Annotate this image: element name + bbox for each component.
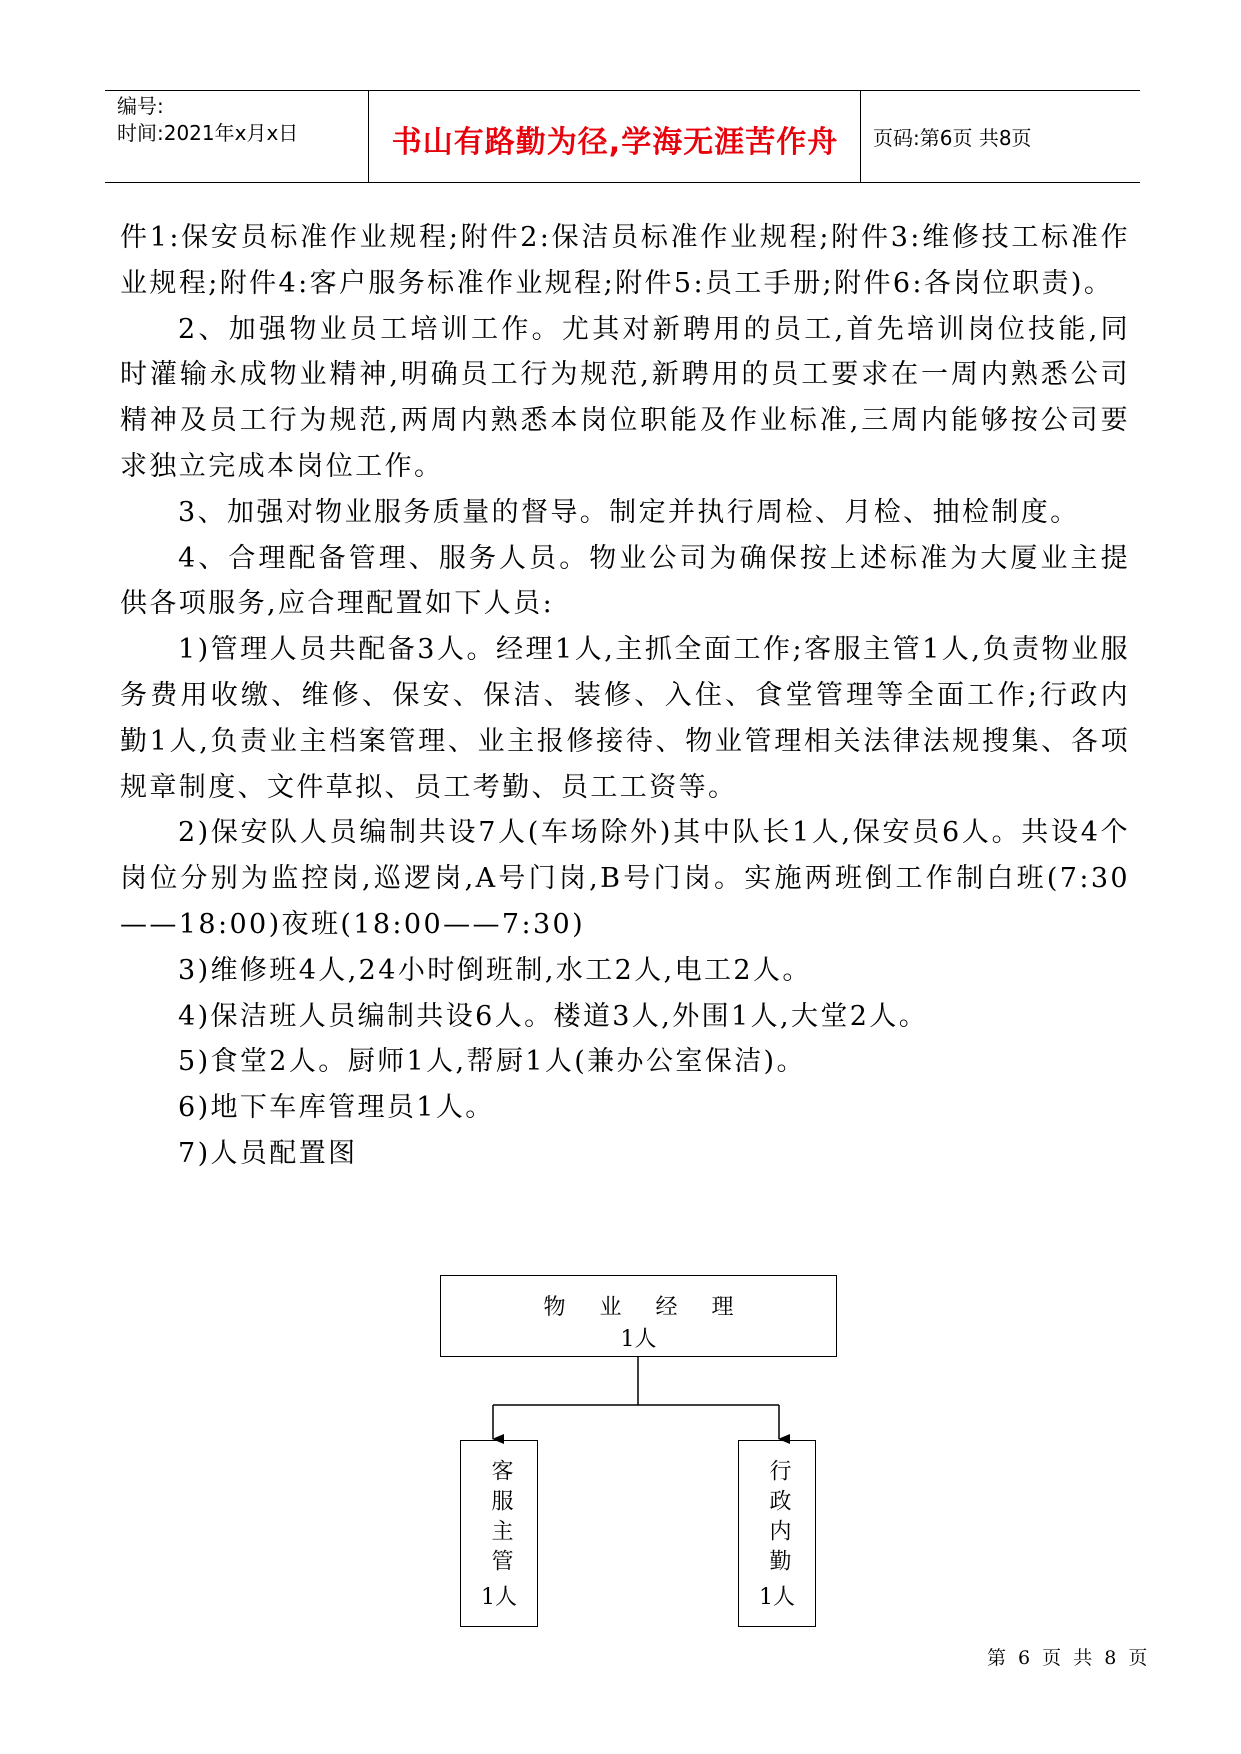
org-node-title: 行政内勤 [766, 1459, 791, 1579]
paragraph: 2)保安队人员编制共设7人(车场除外)其中队长1人,保安员6人。共设4个岗位分别为监控岗,巡逻岗,A号门岗,B号门岗。实施两班倒工作制白班(7:30——18:00)夜班(18:00——7:30) [120, 817, 1130, 940]
paragraph: 6)地下车库管理员1人。 [178, 1092, 495, 1124]
org-node-count: 1人 [759, 1585, 795, 1610]
header-bottom-rule [105, 182, 1140, 183]
org-node-customer-service [460, 1440, 538, 1627]
paragraph: 4)保洁班人员编制共设6人。楼道3人,外围1人,大堂2人。 [178, 1000, 929, 1032]
org-node-count: 1人 [620, 1327, 657, 1352]
org-node-admin [738, 1440, 816, 1627]
org-node-count: 1人 [481, 1585, 517, 1610]
header-page-label: 页码:第6页 共8页 [873, 126, 1032, 150]
document-number-label: 编号: [117, 94, 164, 118]
paragraph: 1)管理人员共配备3人。经理1人,主抓全面工作;客服主管1人,负责物业服务费用收缴、维修、保安、保洁、装修、入住、食堂管理等全面工作;行政内勤1人,负责业主档案管理、业主报修接待、物业管理相关法律法规搜集、各项规章制度、文件草拟、员工考勤、员工工资等。 [120, 634, 1130, 803]
paragraph: 2、加强物业员工培训工作。尤其对新聘用的员工,首先培训岗位技能,同时灌输永成物业精神,明确员工行为规范,新聘用的员工要求在一周内熟悉公司精神及员工行为规范,两周内熟悉本岗位职能及作业标准,三周内能够按公司要求独立完成本岗位工作。 [120, 313, 1130, 482]
paragraph: 7)人员配置图 [178, 1137, 358, 1169]
paragraph: 5)食堂2人。厨师1人,帮厨1人(兼办公室保洁)。 [178, 1046, 806, 1078]
page-footer: 第 6 页 共 8 页 [987, 1647, 1151, 1669]
document-time-label: 时间:2021年x月x日 [117, 121, 299, 145]
document-body [120, 215, 1130, 1177]
paragraph: 件1:保安员标准作业规程;附件2:保洁员标准作业规程;附件3:维修技工标准作业规程;附件4:客户服务标准作业规程;附件5:员工手册;附件6:各岗位职责)。 [120, 222, 1130, 299]
org-node-title: 客服主管 [488, 1459, 513, 1579]
paragraph: 3)维修班4人,24小时倒班制,水工2人,电工2人。 [178, 954, 812, 986]
header-divider-left [368, 90, 369, 183]
header-top-rule [105, 90, 1140, 91]
paragraph: 3、加强对物业服务质量的督导。制定并执行周检、月检、抽检制度。 [178, 496, 1080, 528]
org-node-title: 物业经理 [543, 1295, 768, 1320]
paragraph: 4、合理配备管理、服务人员。物业公司为确保按上述标准为大厦业主提供各项服务,应合理配置如下人员: [120, 542, 1130, 620]
org-node-manager [440, 1275, 837, 1357]
header-motto: 书山有路勤为径,学海无涯苦作舟 [391, 125, 839, 160]
header-divider-right [860, 90, 861, 183]
